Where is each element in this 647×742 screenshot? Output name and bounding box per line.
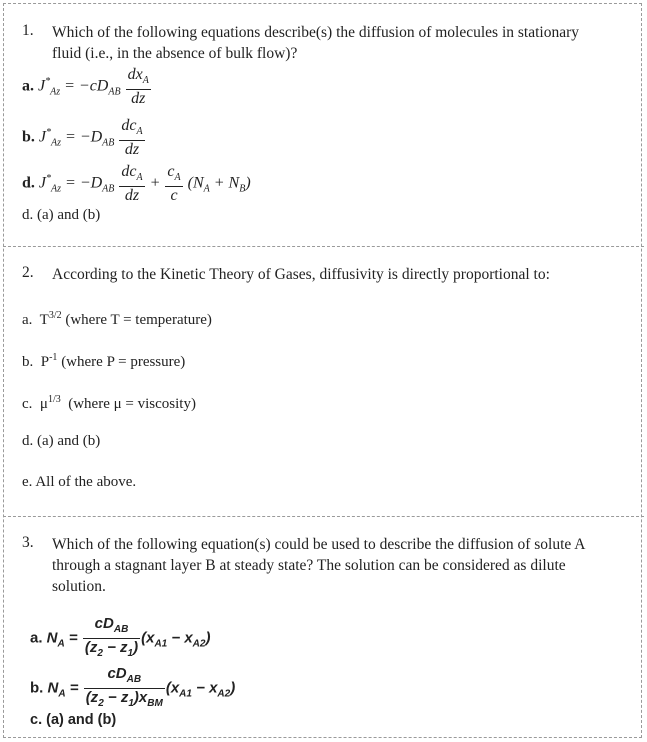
- q2-number: 2.: [22, 264, 34, 281]
- q1-d1-fraction: $\frac{dc_A}{dz}$: [121, 163, 143, 205]
- q3-option-a: a. $N_A$ = $\frac{cD_{AB}}{(z_2 - z_1)}$ $(x_{A1} - x_{A2})$: [30, 615, 210, 662]
- divider-2: [3, 516, 644, 517]
- q1-b-label: b.: [22, 128, 35, 146]
- q2-option-d: d. (a) and (b): [22, 433, 101, 449]
- q1-number: 1.: [22, 22, 34, 39]
- q2-option-b: b. $P^{-1}$ (where P = pressure): [22, 352, 186, 370]
- q1-option-a: a. $J^*_{Az} = -cD_{AB}$ $\frac{dx_A}{dz}$: [22, 66, 149, 108]
- q3-text: Which of the following equation(s) could be used to describe the diffusion of solute A through a stagnant layer B at steady state? The solution can be considered as dilute solution.: [52, 536, 585, 595]
- q2-option-c: c. $\mu^{1/3}$ (where μ = viscosity): [22, 394, 196, 412]
- divider-1: [3, 246, 644, 247]
- q1-text: Which of the following equations describe(s) the diffusion of molecules in stationary fluid (i.e., in the absence of bulk flow)?: [52, 24, 580, 62]
- q1-a-label: a.: [22, 77, 34, 95]
- q1-option-b: b. $J^*_{Az} = -D_{AB}$ $\frac{dc_A}{dz}$: [22, 117, 143, 159]
- q3-a-fraction: $\frac{cD_{AB}}{(z_2 - z_1)}$: [84, 615, 139, 659]
- q2-text: According to the Kinetic Theory of Gases, diffusivity is directly proportional to:: [52, 266, 550, 283]
- q1-b-fraction: $\frac{dc_A}{dz}$: [121, 117, 143, 159]
- q2-option-a: a. $T^{3/2}$ (where T = temperature): [22, 310, 212, 328]
- q1-option-d2: d. (a) and (b): [22, 207, 101, 223]
- q3-option-c: c. (a) and (b): [30, 712, 117, 728]
- q1-d1-label: d.: [22, 174, 35, 192]
- q1-a-fraction: $\frac{dx_A}{dz}$: [127, 66, 149, 108]
- q3-b-fraction: $\frac{cD_{AB}}{(z_2 - z_1)x_{BM}}$: [85, 665, 163, 709]
- q2-option-e: e. All of the above.: [22, 474, 137, 490]
- q1-option-d1: d. $J^*_{Az} = -D_{AB}$ $\frac{dc_A}{dz}$ + $\frac{c_A}{c}$ $(N_A + N_B)$: [22, 163, 251, 205]
- q1-d1-fraction-2: $\frac{c_A}{c}$: [167, 163, 181, 205]
- q3-a-label: a.: [30, 629, 43, 647]
- q3-option-b: b. $N_A$ = $\frac{cD_{AB}}{(z_2 - z_1)x_{BM}}$ $(x_{A1} - x_{A2})$: [30, 665, 235, 712]
- q3-number: 3.: [22, 534, 34, 551]
- q3-b-label: b.: [30, 679, 44, 697]
